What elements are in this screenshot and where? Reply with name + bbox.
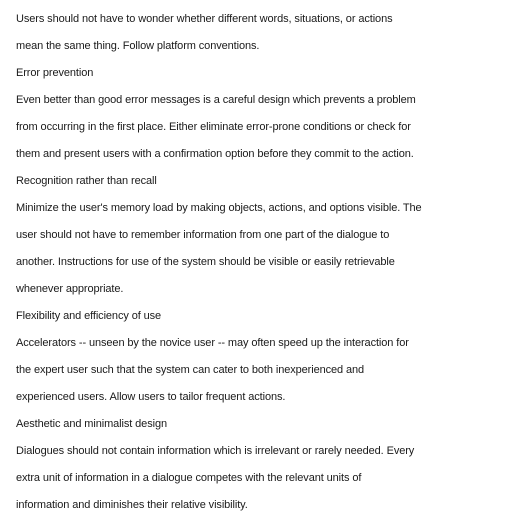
section-heading: Flexibility and efficiency of use — [16, 310, 162, 322]
paragraph-line: user should not have to remember information from one part of the dialogue to — [16, 229, 390, 241]
section-heading: Recognition rather than recall — [16, 175, 157, 187]
paragraph-line: from occurring in the first place. Either eliminate error-prone conditions or check for — [16, 121, 411, 133]
paragraph-line: Minimize the user's memory load by making objects, actions, and options visible. The — [16, 202, 422, 214]
paragraph-line: Users should not have to wonder whether different words, situations, or actions — [16, 13, 393, 25]
paragraph-line: mean the same thing. Follow platform conventions. — [16, 40, 260, 52]
paragraph-line: information and diminishes their relative visibility. — [16, 499, 248, 511]
paragraph-line: them and present users with a confirmation option before they commit to the action. — [16, 148, 414, 160]
paragraph-line: experienced users. Allow users to tailor frequent actions. — [16, 391, 286, 403]
paragraph-line: the expert user such that the system can cater to both inexperienced and — [16, 364, 365, 376]
paragraph-line: Dialogues should not contain information which is irrelevant or rarely needed. Every — [16, 445, 415, 457]
paragraph-line: Accelerators -- unseen by the novice user -- may often speed up the interaction for — [16, 337, 409, 349]
paragraph-line: Even better than good error messages is a careful design which prevents a problem — [16, 94, 416, 106]
paragraph-line: extra unit of information in a dialogue competes with the relevant units of — [16, 472, 362, 484]
paragraph-line: another. Instructions for use of the system should be visible or easily retrievable — [16, 256, 395, 268]
section-heading: Error prevention — [16, 67, 94, 79]
paragraph-line: whenever appropriate. — [16, 283, 124, 295]
document-body — [16, 10, 516, 523]
section-heading: Aesthetic and minimalist design — [16, 418, 167, 430]
